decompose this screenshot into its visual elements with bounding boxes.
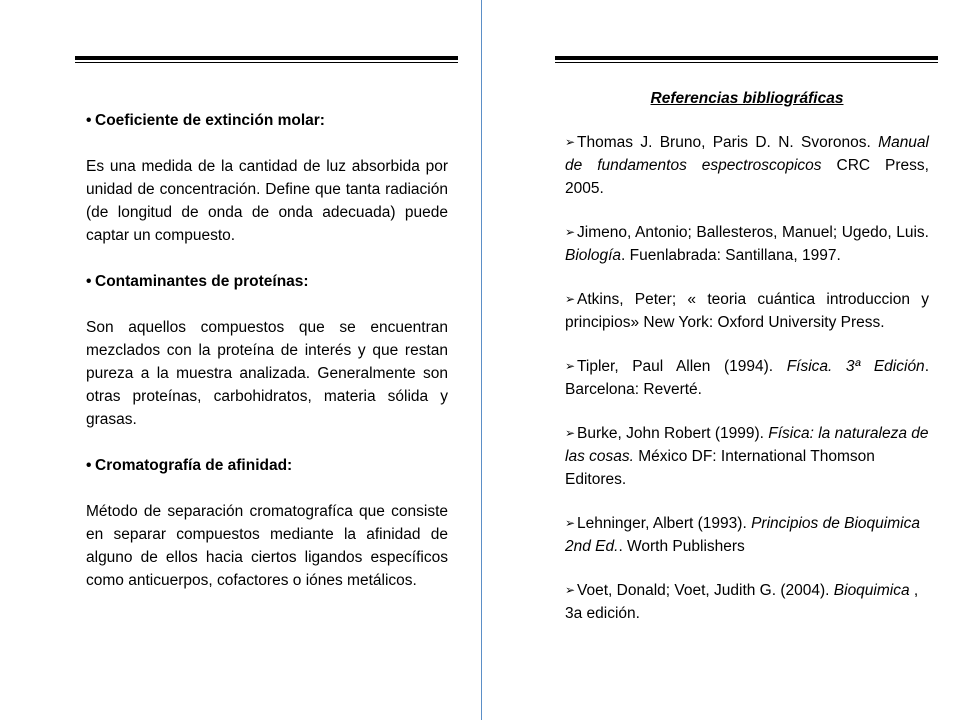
arrow-bullet-icon: ➢ <box>565 225 576 239</box>
right-top-rule <box>555 56 938 63</box>
arrow-bullet-icon: ➢ <box>565 292 576 306</box>
left-top-rule <box>75 56 458 63</box>
references-title: Referencias bibliográficas <box>650 90 844 107</box>
reference-item: ➢ Burke, John Robert (1999). Física: la naturaleza de las cosas. México DF: International Thomson Editores. <box>565 422 929 491</box>
section-body: Método de separación cromatografíca que consiste en separar compuestos mediante la afinidad de alguno de ellos hacia ciertos ligandos específicos como anticuerpos, cofactores o iónes metálicos. <box>86 503 448 589</box>
section-body: Son aquellos compuestos que se encuentran mezclados con la proteína de interés y que restan pureza a la muestra analizada. Generalmente son otras proteínas, carbohidratos, materia sólida y grasas. <box>86 319 448 428</box>
arrow-bullet-icon: ➢ <box>565 359 576 373</box>
arrow-bullet-icon: ➢ <box>565 426 576 440</box>
right-column <box>565 87 929 625</box>
section-heading: • Contaminantes de proteínas: <box>86 273 309 290</box>
section-heading: • Cromatografía de afinidad: <box>86 457 293 474</box>
reference-item: ➢ Lehninger, Albert (1993). Principios de Bioquimica 2nd Ed.. Worth Publishers <box>565 512 929 558</box>
arrow-bullet-icon: ➢ <box>565 516 576 530</box>
section-heading: • Coeficiente de extinción molar: <box>86 112 325 129</box>
section-body: Es una medida de la cantidad de luz absorbida por unidad de concentración. Define que tanta radiación (de longitud de onda de onda adecuada) puede captar un compuesto. <box>86 158 448 244</box>
arrow-bullet-icon: ➢ <box>565 583 576 597</box>
left-column <box>86 109 448 592</box>
reference-item: ➢ Voet, Donald; Voet, Judith G. (2004). Bioquimica , 3a edición. <box>565 579 929 625</box>
reference-item: ➢ Tipler, Paul Allen (1994). Física. 3ª Edición. Barcelona: Reverté. <box>565 355 929 401</box>
reference-item: ➢ Atkins, Peter; « teoria cuántica introduccion y principios» New York: Oxford University Press. <box>565 288 929 334</box>
reference-item: ➢ Jimeno, Antonio; Ballesteros, Manuel; Ugedo, Luis. Biología. Fuenlabrada: Santillana, 1997. <box>565 221 929 267</box>
reference-item: ➢ Thomas J. Bruno, Paris D. N. Svoronos. Manual de fundamentos espectroscopicos CRC Press, 2005. <box>565 131 929 200</box>
page-divider <box>481 0 482 720</box>
arrow-bullet-icon: ➢ <box>565 135 576 149</box>
